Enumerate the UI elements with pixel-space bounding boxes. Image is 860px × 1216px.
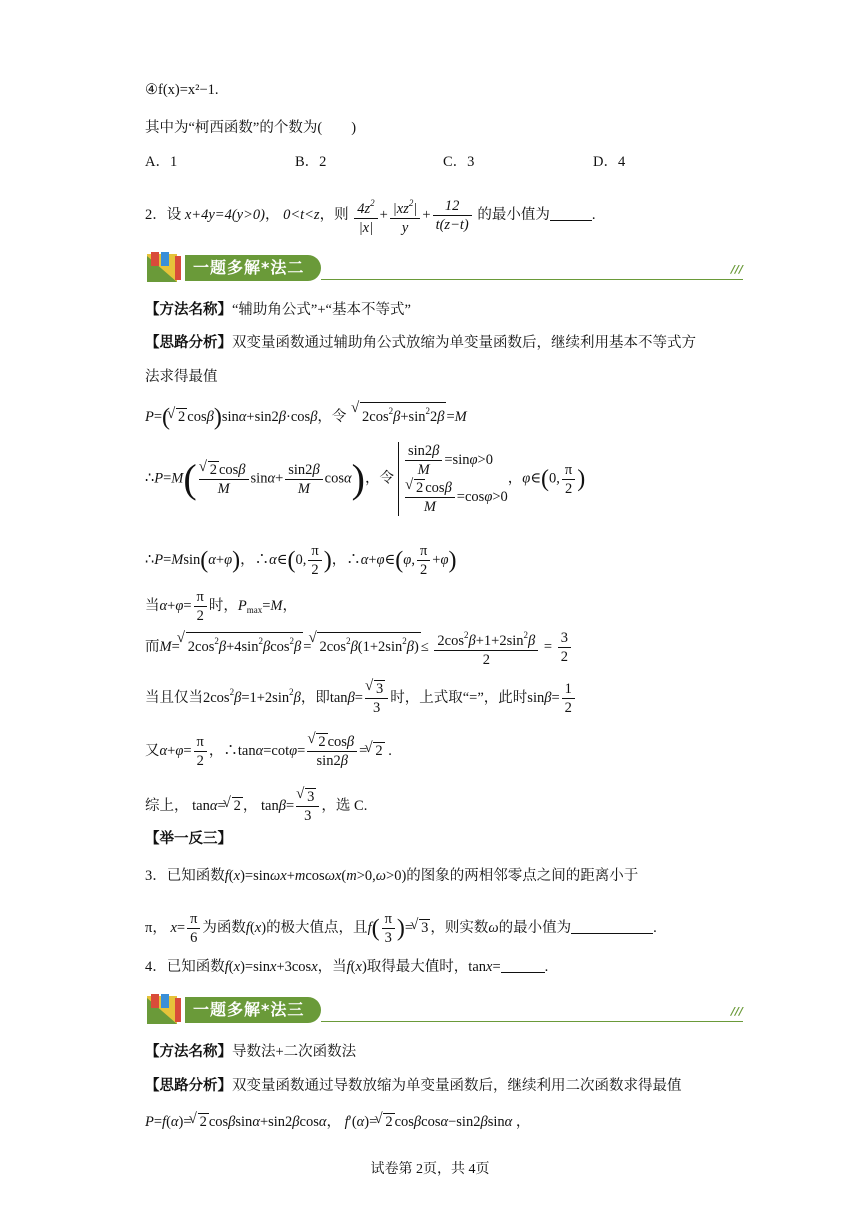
- q1-question: 其中为“柯西函数”的个数为( ): [145, 120, 357, 136]
- method-banner-2: [145, 250, 743, 284]
- banner-slashes: ///: [730, 1005, 743, 1018]
- method-banner-3-title: 一题多解*法三: [185, 997, 321, 1023]
- method-banner-3: [145, 992, 743, 1026]
- ruler-pencil-icon: [145, 250, 185, 284]
- option-b[interactable]: B．2: [295, 154, 327, 170]
- q1-item4: ④f(x)=x²−1.: [145, 82, 219, 98]
- q3-answer-blank[interactable]: [571, 919, 653, 934]
- method-banner-2-title: 一题多解*法二: [185, 255, 321, 281]
- option-a[interactable]: A．1: [145, 154, 178, 170]
- method2-analysis-2: 法求得最值: [145, 369, 218, 385]
- method2-name: 【方法名称】“辅助角公式”+“基本不等式”: [145, 302, 411, 318]
- q2-line: 2．设 x+4y=4(y>0)， 0<t<z，则 $\frac{4z^2}{|x|}$ + $\frac{|xz^2|}{y}$ + $\frac{12}{t(z-t)}$ 的最小值为 .: [145, 194, 595, 237]
- summary: 综上， tanα=√ 2 ， tanβ= √ $\frac{3}{3}$ ，选 C.: [145, 788, 367, 825]
- q2-frac3: $\frac{12}{t(z-t)}$: [433, 197, 472, 234]
- formula-max: 当α+φ= $\frac{\pi}{2}$ 时，$P_{max}=M$，: [145, 589, 297, 624]
- q2-answer-blank[interactable]: [550, 206, 592, 221]
- formula-p-def: P=(√ 2 cosβ)sinα+sin2β·cosβ，令 √ $2\cos^2\beta+\sin^22\beta =M$: [145, 402, 467, 428]
- method3-name: 【方法名称】导数法+二次函数法: [145, 1044, 357, 1060]
- formula-p-m: ∴P=M( √ $\frac{2 \cos\beta}{M}$ sinα+ $\frac{\sin 2\beta}{M}$ cosα)，令 $\frac{\sin 2\beta}{M}$ =sinφ>0 √ $\frac{2 \cos\beta}{M}$ =cosφ>0，φ∈(0, $\frac{\pi}{2}$ ): [145, 442, 585, 516]
- example-label: 【举一反三】: [145, 831, 232, 847]
- ruler-pencil-icon: [145, 992, 185, 1026]
- formula-m-bound: 而M=√ $2\cos^2\beta+4\sin^2\beta\cos^2\beta$ =√ $2\cos^2\beta(1+2\sin^2\beta)$ ≤ $\frac{2\cos^2\beta+1+2\sin^2\beta}{2}$ = $\frac{3}{2}$: [145, 626, 573, 669]
- method3-analysis: 【思路分析】双变量函数通过导数放缩为单变量函数后，继续利用二次函数求得最值: [145, 1078, 682, 1094]
- page-footer: 试卷第 2页，共 4页: [370, 1162, 490, 1177]
- option-d[interactable]: D．4: [593, 154, 626, 170]
- q4-line: 4．已知函数f(x)=sinx+3cosx，当f(x)取得最大值时，tanx= .: [145, 959, 549, 975]
- formula-tan-alpha: 又α+φ= $\frac{\pi}{2}$ ，∴tanα=cotφ= √ $\frac{2 \cos\beta}{\sin 2\beta}$ =√ 2 .: [145, 733, 392, 770]
- q2-frac1: $\frac{4z^2}{|x|}$: [354, 194, 377, 237]
- formula-sin-sum: ∴P=Msin(α+φ)，∴α∈(0, $\frac{\pi}{2}$ )，∴α+φ∈(φ, $\frac{\pi}{2}$ +φ): [145, 543, 457, 578]
- method2-analysis: 【思路分析】双变量函数通过辅助角公式放缩为单变量函数后，继续利用基本不等式方: [145, 335, 696, 351]
- q3-line-2: π， x= $\frac{\pi}{6}$ 为函数f(x)的极大值点，且f( $\frac{\pi}{3}$ )=√ 3 ，则实数ω的最小值为 .: [145, 910, 657, 947]
- q4-answer-blank[interactable]: [501, 958, 545, 973]
- q1-options: [145, 152, 625, 172]
- q2-frac2: $\frac{|xz^2|}{y}$: [390, 194, 421, 237]
- option-c[interactable]: C．3: [443, 154, 475, 170]
- q3-line-1: 3．已知函数f(x)=sinωx+mcosωx(m>0,ω>0)的图象的两相邻零点之间的距离小于: [145, 868, 639, 884]
- formula-derivative: P=f(α)=√ 2 cosβsinα+sin2βcosα， f′(α)=√ 2 cosβcosα−sin2βsinα ，: [145, 1112, 530, 1132]
- formula-equality: 当且仅当$2\cos^2\beta=1+2\sin^2\beta$，即tanβ= √ $\frac{3}{3}$ 时，上式取“=”，此时sinβ= $\frac{1}{2}$: [145, 680, 577, 717]
- banner-slashes: ///: [730, 263, 743, 276]
